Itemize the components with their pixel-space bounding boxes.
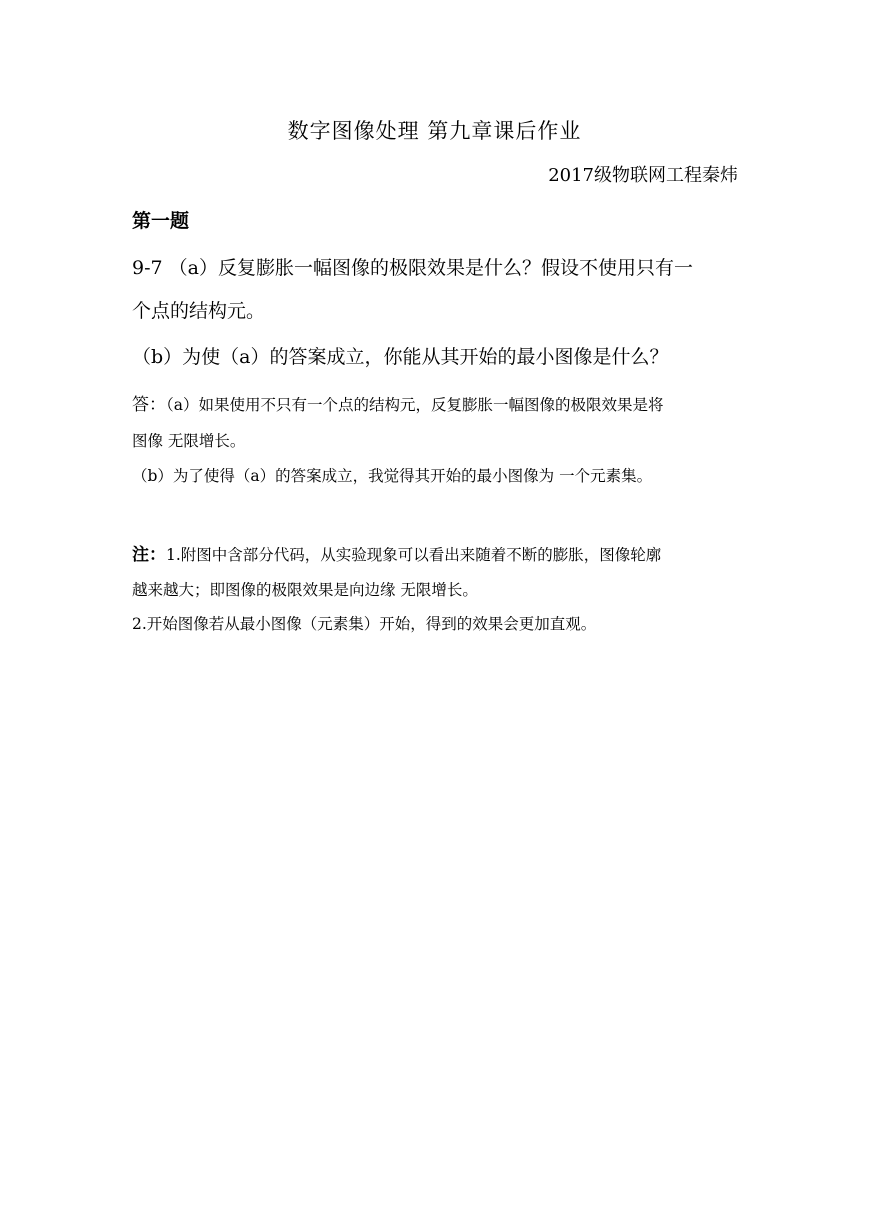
question-line-2: 个点的结构元。 xyxy=(132,300,266,322)
note-text-1: 1.附图中含部分代码，从实验现象可以看出来随着不断的膨胀，图像轮廓 xyxy=(166,546,662,564)
section-heading: 第一题 xyxy=(132,210,190,232)
document-title: 数字图像处理 第九章课后作业 xyxy=(287,119,582,143)
question-line-1: 9-7 （a）反复膨胀一幅图像的极限效果是什么？假设不使用只有一 xyxy=(132,257,693,279)
answer-text-1: （a）如果使用不只有一个点的结构元，反复膨胀一幅图像的极限效果是将 xyxy=(166,396,664,414)
note-line-3: 2.开始图像若从最小图像（元素集）开始，得到的效果会更加直观。 xyxy=(132,615,597,633)
note-line-2: 越来越大；即图像的极限效果是向边缘 无限增长。 xyxy=(132,581,478,599)
answer-line-1 xyxy=(132,390,742,415)
answer-label: 答： xyxy=(132,395,166,415)
answer-line-2: 图像 无限增长。 xyxy=(132,432,246,450)
note-line-1 xyxy=(132,540,742,565)
question-line-3: （b）为使（a）的答案成立，你能从其开始的最小图像是什么？ xyxy=(132,346,669,368)
answer-line-3: （b）为了使得（a）的答案成立，我觉得其开始的最小图像为 一个元素集。 xyxy=(132,467,653,485)
author-line: 2017级物联网工程秦炜 xyxy=(548,165,738,186)
note-label: 注： xyxy=(132,545,166,565)
